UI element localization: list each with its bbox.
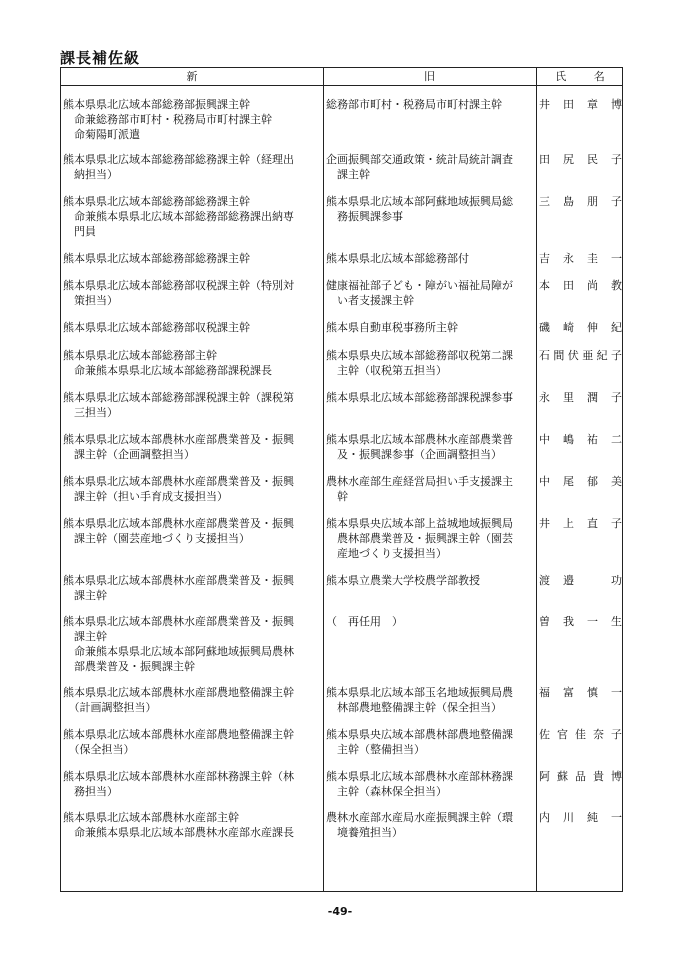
new-position: 熊本県県北広域本部総務部総務課主幹（経理出 納担当） <box>63 153 294 181</box>
page-number: -49- <box>327 905 353 918</box>
new-position: 熊本県県北広域本部農林水産部農地整備課主幹 （計画調整担当） <box>63 686 294 714</box>
new-position: 熊本県県北広域本部総務部総務課主幹 命兼熊本県県北広域本部総務部総務課出納専 門員 <box>63 195 294 238</box>
new-position: 熊本県県北広域本部農林水産部農業普及・振興 課主幹（園芸産地づくり支援担当） <box>63 517 294 545</box>
person-name: 福富慎一 <box>539 686 622 699</box>
new-position: 熊本県県北広域本部総務部総務課主幹 <box>63 252 250 265</box>
page-title: 課長補佐級 <box>60 49 141 67</box>
old-position: 熊本県県北広域本部阿蘇地域振興局総 務振興課参事 <box>326 195 513 223</box>
person-name: 曽我一生 <box>539 615 622 628</box>
old-position: 熊本県県北広域本部総務部付 <box>326 252 469 265</box>
person-name: 永里潤子 <box>539 391 622 404</box>
old-position: 熊本県県央広域本部上益城地域振興局 農林部農業普及・振興課主幹（園芸 産地づくり支援担当） <box>326 517 513 560</box>
old-position: 農林水産部生産経営局担い手支援課主 幹 <box>326 475 513 503</box>
old-position: 熊本県自動車税事務所主幹 <box>326 321 458 334</box>
header-old: 旧 <box>424 70 435 83</box>
old-position: （ 再任用 ） <box>326 615 403 628</box>
new-position: 熊本県県北広域本部農林水産部主幹 命兼熊本県県北広域本部農林水産部水産課長 <box>63 811 294 839</box>
person-name: 石間伏亜紀子 <box>539 349 622 362</box>
person-name: 内川純一 <box>539 811 622 824</box>
person-name: 佐官佳奈子 <box>539 728 622 741</box>
old-position: 熊本県県北広域本部農林水産部農業普 及・振興課参事（企画調整担当） <box>326 433 513 461</box>
new-position: 熊本県県北広域本部農林水産部農業普及・振興 課主幹 命兼熊本県県北広域本部阿蘇地域振興局農林 部農業普及・振興課主幹 <box>63 615 294 673</box>
new-position: 熊本県県北広域本部総務部主幹 命兼熊本県県北広域本部総務部課税課長 <box>63 349 272 377</box>
old-position: 熊本県県央広域本部総務部収税第二課 主幹（収税第五担当） <box>326 349 513 377</box>
person-name: 本田尚教 <box>539 279 622 292</box>
old-position: 総務部市町村・税務局市町村課主幹 <box>326 98 502 111</box>
new-position: 熊本県県北広域本部農林水産部農地整備課主幹 （保全担当） <box>63 728 294 756</box>
old-position: 熊本県県央広域本部農林部農地整備課 主幹（整備担当） <box>326 728 513 756</box>
person-name: 田尻民子 <box>539 153 622 166</box>
old-position: 企画振興部交通政策・統計局統計調査 課主幹 <box>326 153 513 181</box>
header-name: 氏 名 <box>555 70 617 83</box>
column-divider <box>323 68 324 891</box>
person-name: 三島朋子 <box>539 195 622 208</box>
person-name: 中嶋祐二 <box>539 433 622 446</box>
person-name: 阿蘇品貴博 <box>539 770 622 783</box>
new-position: 熊本県県北広域本部総務部収税課主幹（特別対 策担当） <box>63 279 294 307</box>
new-position: 熊本県県北広域本部農林水産部林務課主幹（林 務担当） <box>63 770 294 798</box>
person-name: 井上直子 <box>539 517 622 530</box>
old-position: 熊本県立農業大学校農学部教授 <box>326 574 480 587</box>
new-position: 熊本県県北広域本部農林水産部農業普及・振興 課主幹（担い手育成支援担当） <box>63 475 294 503</box>
new-position: 熊本県県北広域本部農林水産部農業普及・振興 課主幹（企画調整担当） <box>63 433 294 461</box>
old-position: 熊本県県北広域本部総務部課税課参事 <box>326 391 513 404</box>
person-name: 渡邉 功 <box>539 574 622 587</box>
new-position: 熊本県県北広域本部総務部収税課主幹 <box>63 321 250 334</box>
person-name: 井田章博 <box>539 98 622 111</box>
old-position: 熊本県県北広域本部農林水産部林務課 主幹（森林保全担当） <box>326 770 513 798</box>
column-divider <box>536 68 537 891</box>
new-position: 熊本県県北広域本部農林水産部農業普及・振興 課主幹 <box>63 574 294 602</box>
new-position: 熊本県県北広域本部総務部振興課主幹 命兼総務部市町村・税務局市町村課主幹 命菊陽町派遣 <box>63 98 272 141</box>
new-position: 熊本県県北広域本部総務部課税課主幹（課税第 三担当） <box>63 391 294 419</box>
old-position: 熊本県県北広域本部玉名地域振興局農 林部農地整備課主幹（保全担当） <box>326 686 513 714</box>
person-name: 吉永圭一 <box>539 252 622 265</box>
personnel-table <box>60 67 623 892</box>
person-name: 中尾郁美 <box>539 475 622 488</box>
old-position: 健康福祉部子ども・障がい福祉局障が い者支援課主幹 <box>326 279 513 307</box>
header-new: 新 <box>186 70 198 83</box>
person-name: 磯崎伸紀 <box>539 321 622 334</box>
table-header <box>61 68 622 86</box>
old-position: 農林水産部水産局水産振興課主幹（環 境養殖担当） <box>326 811 513 839</box>
